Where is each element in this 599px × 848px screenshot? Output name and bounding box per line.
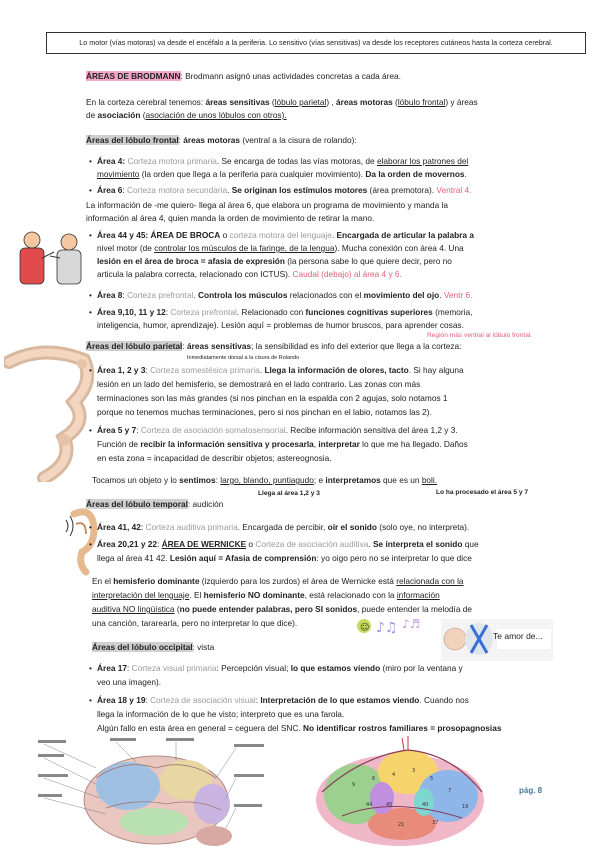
- top-note: Lo motor (vías motoras) va desde el encéfalo a la periferia. Lo sensitivo (vías sensitivas) va desde los receptores cutáneos hasta la corteza cerebral.: [79, 38, 553, 47]
- area6-line: [97, 184, 471, 197]
- corteza-line-2: [86, 109, 287, 122]
- text: que: [462, 539, 479, 549]
- svg-text:40: 40: [422, 802, 429, 808]
- text: :: [255, 695, 261, 705]
- svg-text:45: 45: [386, 802, 393, 808]
- brodmann-color-brain-image: [312, 736, 490, 848]
- area57-line-2: [97, 438, 468, 451]
- text: Corteza motora secundaria: [127, 185, 228, 195]
- text: Corteza de asociación visual: [150, 695, 256, 705]
- area123-line-4: porque no tenemos muchas terminaciones, pero si nos pinchan en el labio, notamos las 2).: [97, 407, 432, 417]
- text: . El: [189, 590, 204, 600]
- procesado-note: Lo ha procesado el área 5 y 7: [436, 489, 528, 496]
- text: . Cuando nos: [419, 695, 469, 705]
- text: información: [396, 590, 440, 600]
- area123-line-2: lesión en un lado del hemisferio, se demostrará en el lado contrario. Las zonas con más: [97, 379, 421, 389]
- text: .: [464, 169, 467, 179]
- svg-text:37: 37: [432, 820, 439, 826]
- text: Corteza visual primaria: [131, 663, 217, 673]
- text: :: [182, 341, 187, 351]
- text: Función de: [97, 439, 141, 449]
- text: Área 17: [97, 663, 127, 673]
- text: no puede entender palabras, pero SI sonidos: [179, 604, 358, 614]
- text: Área 8: [97, 290, 123, 300]
- text: Área 1, 2 y 3: [97, 365, 146, 375]
- text: (la orden que llega a la periferia para cualquier movimiento).: [139, 169, 366, 179]
- area1819-line-2: llega la información de lo que he visto; interpreto que es una farola.: [97, 709, 345, 719]
- text: lóbulo frontal: [397, 97, 446, 107]
- text: No identificar rostros familiares = prosopagnosias: [302, 723, 502, 733]
- svg-text:7: 7: [448, 788, 452, 794]
- text: :: [140, 522, 146, 532]
- text: Encargada de articular la palabra a: [336, 230, 474, 240]
- text: .: [368, 539, 373, 549]
- section-title: Áreas del lóbulo frontal: [86, 135, 179, 145]
- text: : audición: [187, 499, 224, 509]
- text: asociación: [97, 110, 141, 120]
- text: .: [439, 290, 444, 300]
- text: :: [126, 663, 132, 673]
- wernicke-line-1: [97, 538, 479, 551]
- text: áreas motoras: [183, 135, 241, 145]
- text: :: [136, 425, 141, 435]
- text: que es un: [380, 475, 422, 485]
- text: :: [156, 539, 162, 549]
- text: Corteza prefrontal: [127, 290, 194, 300]
- text: En la corteza cerebral tenemos:: [86, 97, 206, 107]
- text: ) ,: [326, 97, 337, 107]
- text: . Se encarga de todas las vías motoras, de: [216, 156, 377, 166]
- text: Área 4:: [97, 156, 126, 166]
- area9-line-2: inteligencia, humor, aprendizaje). Lesión aquí = problemas de humor bruscos, para aprender cosas.: [97, 320, 464, 330]
- text: oír el sonido: [327, 522, 377, 532]
- text: . Relacionado con: [236, 307, 306, 317]
- text: Área 5 y 7: [97, 425, 137, 435]
- text: : yo oigo pero no se interpretar lo que dice: [316, 553, 472, 563]
- svg-text:44: 44: [366, 802, 373, 808]
- text: áreas motoras: [336, 97, 393, 107]
- svg-text:4: 4: [392, 772, 396, 778]
- text: auditiva NO lingüística: [92, 604, 175, 614]
- speaking-people-image: [14, 228, 88, 286]
- text: :: [122, 290, 127, 300]
- text: hemisferio NO dominante: [203, 590, 305, 600]
- text: ÁREA DE WERNICKE: [161, 539, 247, 549]
- text: Interpretación de lo que estamos viendo: [260, 695, 420, 705]
- text: relacionada con la: [396, 576, 464, 586]
- text: articula la palabra correcta, relacionado con ICTUS).: [97, 269, 293, 279]
- text: Área 41, 42: [97, 522, 141, 532]
- text: nivel motor (de: [97, 243, 155, 253]
- text: , puede entender la melodía de: [357, 604, 473, 614]
- svg-text:21: 21: [398, 822, 405, 828]
- text: Algún fallo en esta área en general = ceguera del SNC.: [97, 723, 303, 733]
- text: ) y áreas: [445, 97, 478, 107]
- text: lo que me ha llegado. Daños: [359, 439, 468, 449]
- text: .: [331, 230, 337, 240]
- text: Corteza de asociación auditiva: [255, 539, 369, 549]
- text: Da la orden de movernos: [365, 169, 465, 179]
- text: movimiento del ojo: [363, 290, 440, 300]
- temporal-heading: [86, 498, 223, 511]
- text: (: [140, 110, 146, 120]
- svg-text:9: 9: [352, 782, 356, 788]
- text: (la persona sabe lo que quiere decir, pero no: [284, 256, 452, 266]
- text: interpretación del lenguaje: [92, 590, 190, 600]
- corteza-line-1: [86, 96, 478, 109]
- area57-line-3: en esta zona = incapacidad de describir objetos; astereognosia.: [97, 453, 332, 463]
- text: Se interpreta el sonido: [372, 539, 463, 549]
- text: de: [86, 110, 98, 120]
- area4-line-1: [97, 155, 468, 168]
- section-title: Áreas del lóbulo temporal: [86, 499, 188, 509]
- text: áreas sensitivas: [187, 341, 252, 351]
- brodmann-title: ÁREAS DE BRODMANN: [86, 71, 181, 81]
- text: lo que estamos viendo: [290, 663, 381, 673]
- tocamos-line: [92, 474, 437, 487]
- area4-line-2: [97, 168, 467, 181]
- text: . Encargada de percibir,: [237, 522, 328, 532]
- svg-text:☺: ☺: [360, 623, 370, 633]
- text: hemisferio dominante: [113, 576, 200, 586]
- music-notes-image: [356, 612, 434, 640]
- broca-line-1: [97, 229, 474, 242]
- text: Lesión aquí = Afasia de comprensión: [169, 553, 317, 563]
- wernicke-line-2: [97, 552, 472, 565]
- brodmann-intro: : Brodmann asignó unas actividades concretas a cada área.: [180, 71, 401, 81]
- text: largo, blando, puntiagudo: [220, 475, 314, 485]
- area1819-line-1: [97, 694, 469, 707]
- text: :: [215, 475, 221, 485]
- text: corteza motora del lenguaje: [229, 230, 332, 240]
- area9-line-1: [97, 306, 472, 319]
- text: Área 18 y 19: [97, 695, 146, 705]
- text: .: [193, 290, 199, 300]
- text: relacionados con el: [287, 290, 364, 300]
- region-note: Región más ventral al lóbulo frontal.: [427, 332, 533, 339]
- occipital-heading: [92, 641, 214, 654]
- area123-line-3: terminaciones son las más grandes (si nos pinchan en la espalda con 2 agujas, solo notamos 1: [97, 393, 448, 403]
- llega-note: Llega al área 1,2 y 3: [258, 490, 320, 497]
- text: (: [174, 604, 180, 614]
- text: sentimos: [179, 475, 216, 485]
- text: funciones cognitivas superiores: [305, 307, 433, 317]
- text: boli.: [421, 475, 438, 485]
- text: :: [122, 185, 127, 195]
- text: o: [246, 539, 256, 549]
- text: :: [145, 695, 151, 705]
- text: ). Mucha conexión con área 4. Una: [334, 243, 464, 253]
- text: interpretar: [318, 439, 360, 449]
- top-note-box: [46, 32, 586, 54]
- text: elaborar los patrones del: [376, 156, 469, 166]
- text: : vista: [192, 642, 215, 652]
- text: En el: [92, 576, 114, 586]
- svg-text:♪♬: ♪♬: [402, 617, 421, 631]
- text: Tocamos un objeto y lo: [92, 475, 180, 485]
- homunculus-image: [4, 342, 94, 482]
- brain-areas-diagram: [36, 738, 266, 848]
- parietal-heading: [86, 340, 461, 353]
- svg-text:3: 3: [412, 768, 416, 774]
- svg-text:♪♫: ♪♫: [376, 620, 398, 636]
- area17-line-2: veo una imagen).: [97, 677, 162, 687]
- text: lóbulo parietal: [274, 97, 327, 107]
- text: interpretamos: [325, 475, 381, 485]
- text: :: [178, 135, 184, 145]
- text: Caudal (debajo) al área 4 y 6.: [292, 269, 402, 279]
- broca-line-2: [97, 242, 464, 255]
- hemis-line-1: [92, 575, 464, 588]
- text: :: [165, 307, 171, 317]
- text: lesión en el área de broca = afasia de expresión: [97, 256, 285, 266]
- text: áreas sensitivas: [205, 97, 270, 107]
- text: , está relacionado con la: [304, 590, 397, 600]
- page-number: pág. 8: [519, 786, 543, 795]
- text: : Percepción visual;: [216, 663, 291, 673]
- text: Corteza prefrontal: [170, 307, 237, 317]
- svg-text:5: 5: [430, 776, 434, 782]
- text: .: [227, 185, 232, 195]
- text: Corteza motora primaria: [125, 156, 217, 166]
- text: Área 9,10, 11 y 12: [97, 307, 166, 317]
- text: (miro por la ventana y: [380, 663, 463, 673]
- text: o: [220, 230, 230, 240]
- text: . Si hay alguna: [408, 365, 464, 375]
- hemis-line-2: [92, 589, 440, 602]
- text: (izquierdo para los zurdos) el área de Wernicke está: [199, 576, 397, 586]
- brodmann-line: [86, 70, 401, 83]
- text: (área premotora).: [367, 185, 437, 195]
- amor-text: Te amor de...: [493, 631, 543, 641]
- text: :: [145, 365, 151, 375]
- hemis-line-4: una canción, tararearla, pero no interpretar lo que dice).: [92, 618, 298, 628]
- text: asociación de unos lóbulos con otros).: [145, 110, 287, 120]
- text: Área 6: [97, 185, 123, 195]
- info-line-2: información al área 4, quien manda la orden de movimiento de retirar la mano.: [86, 213, 375, 223]
- text: Área 20,21 y 22: [97, 539, 157, 549]
- broca-line-4: [97, 268, 402, 281]
- text: Área 44 y 45: ÁREA DE BROCA: [97, 230, 221, 240]
- area17-line-1: [97, 662, 463, 675]
- area8-line: [97, 289, 472, 302]
- area123-line-1: [97, 364, 464, 377]
- svg-text:19: 19: [462, 804, 469, 810]
- broca-line-3: [97, 255, 452, 268]
- text: Se originan los estímulos motores: [231, 185, 368, 195]
- text: Corteza auditiva primaria: [145, 522, 238, 532]
- frontal-heading: [86, 134, 357, 147]
- text: controlar los músculos de la faringe, de la lengua: [154, 243, 335, 253]
- text: Controla los músculos: [198, 290, 288, 300]
- text: (ventral a la cisura de rolando):: [240, 135, 357, 145]
- text: ; la sensibilidad es info del exterior que llega a la corteza:: [251, 341, 462, 351]
- text: Llega la información de olores, tacto: [264, 365, 409, 375]
- text: ,: [313, 439, 319, 449]
- area1819-line-3: [97, 722, 501, 735]
- text: ; e: [313, 475, 326, 485]
- text: recibir la información sensitiva y procesarla: [140, 439, 314, 449]
- text: Ventr 6.: [443, 290, 473, 300]
- text: (solo oye, no interpreta).: [376, 522, 470, 532]
- text: .: [259, 365, 265, 375]
- text: Corteza de asociación somatosensorial: [140, 425, 286, 435]
- ear-image: [64, 506, 98, 576]
- text: (memoria,: [432, 307, 473, 317]
- text: Ventral 4.: [436, 185, 472, 195]
- text: movimiento: [97, 169, 140, 179]
- text: (: [392, 97, 398, 107]
- area4142-line: [97, 521, 469, 534]
- text: llega al área 41 42.: [97, 553, 170, 563]
- svg-text:6: 6: [372, 776, 376, 782]
- text: (: [269, 97, 275, 107]
- area57-line-1: [97, 424, 458, 437]
- section-title: Áreas del lóbulo occipital: [92, 642, 193, 652]
- rolando-note: Inmediatamente dorsal a la cisura de Rolando: [187, 355, 300, 361]
- section-title: Áreas del lóbulo parietal: [86, 341, 183, 351]
- text: Corteza somestésica primaria: [150, 365, 260, 375]
- info-line-1: La información de -me quiero- llega al área 6, que elabora un programa de movimiento y manda la: [86, 200, 449, 210]
- text: . Recibe información sensitiva del área 1,2 y 3.: [285, 425, 458, 435]
